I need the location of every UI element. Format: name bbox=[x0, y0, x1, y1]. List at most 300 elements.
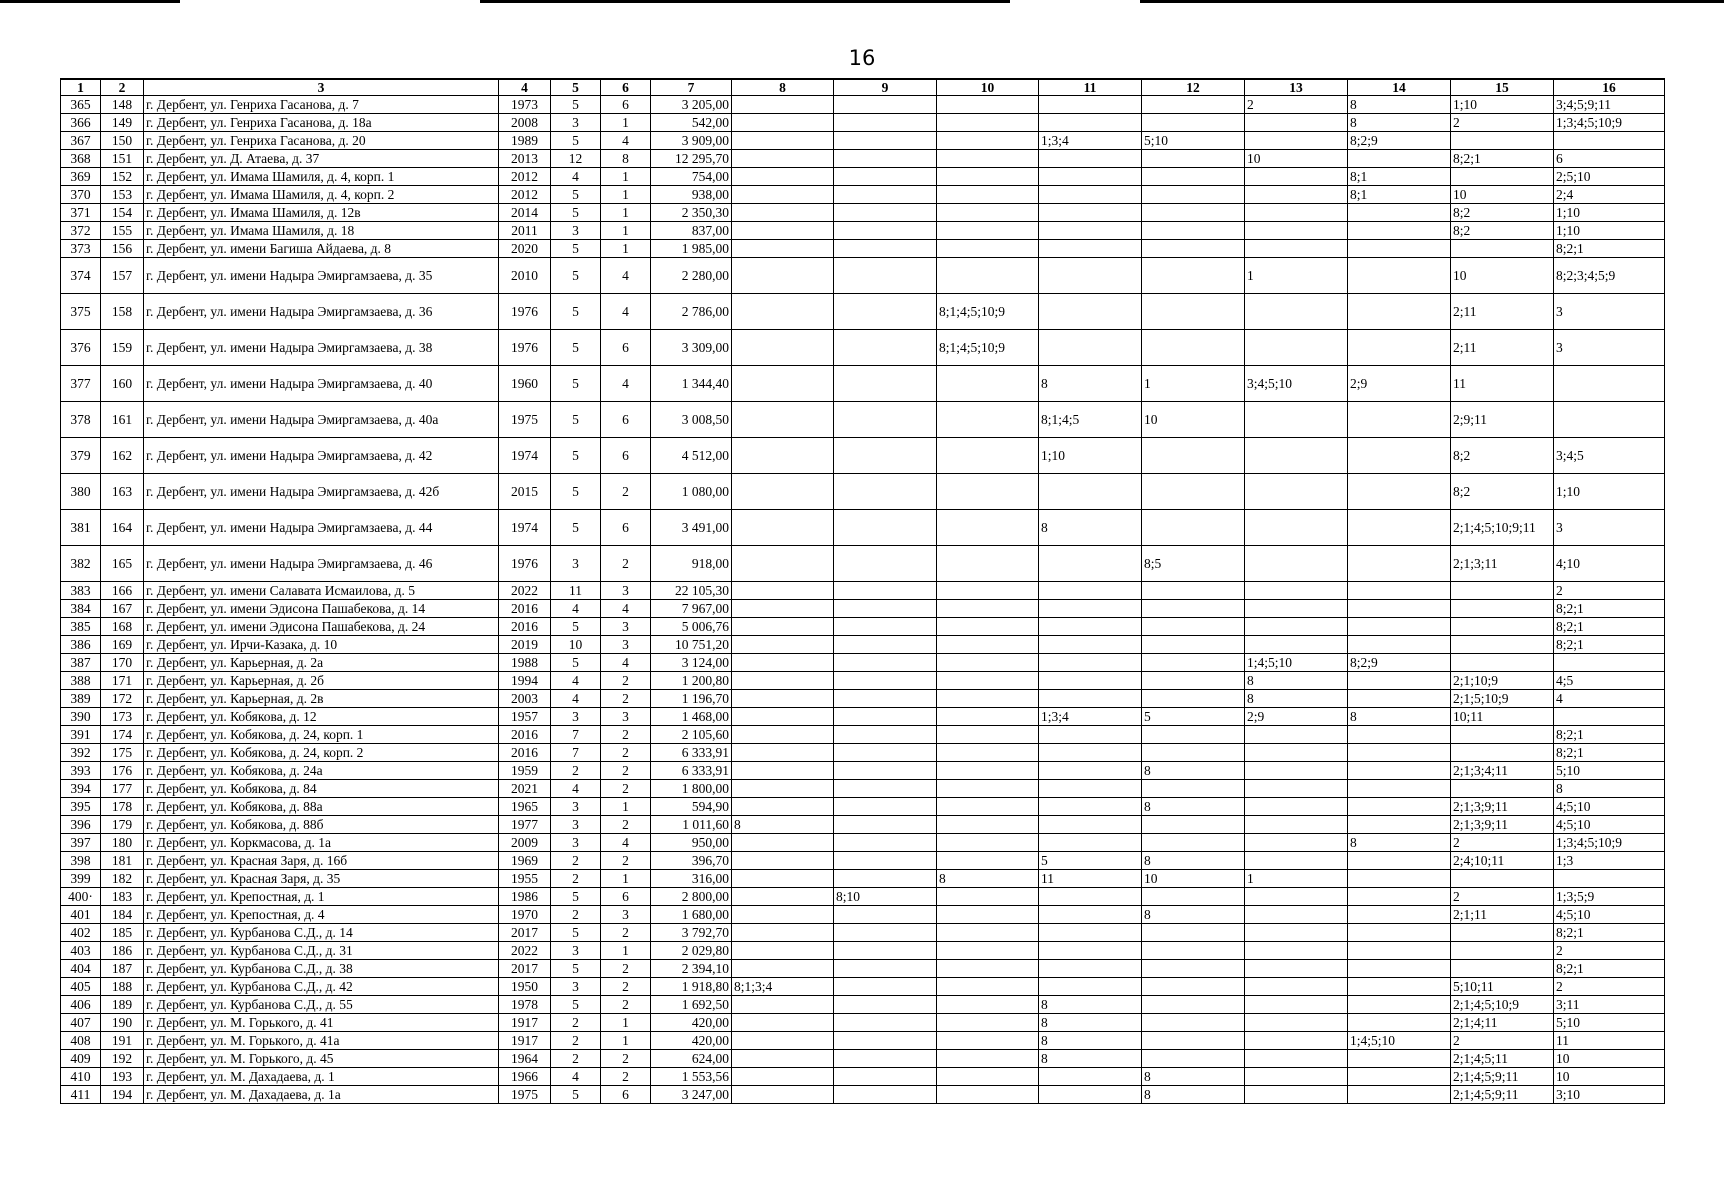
column-header-7: 7 bbox=[651, 79, 732, 96]
row-number-cell: 399 bbox=[61, 870, 101, 888]
col-10-cell bbox=[937, 780, 1039, 798]
col-10-cell bbox=[937, 258, 1039, 294]
col-14-cell bbox=[1348, 852, 1451, 870]
col-12-cell bbox=[1142, 888, 1245, 906]
floors-cell: 5 bbox=[551, 438, 601, 474]
address-cell: г. Дербент, ул. Генриха Гасанова, д. 7 bbox=[144, 96, 499, 114]
col-9-cell bbox=[834, 186, 937, 204]
col-14-cell bbox=[1348, 222, 1451, 240]
col-14-cell bbox=[1348, 816, 1451, 834]
col-15-cell: 2;1;10;9 bbox=[1451, 672, 1554, 690]
floors-cell: 2 bbox=[551, 762, 601, 780]
col-8-cell bbox=[732, 924, 834, 942]
col-9-cell bbox=[834, 330, 937, 366]
row-number-cell: 411 bbox=[61, 1086, 101, 1104]
col-11-cell bbox=[1039, 942, 1142, 960]
col-11-cell: 5 bbox=[1039, 852, 1142, 870]
entrances-cell: 1 bbox=[601, 942, 651, 960]
item-number-cell: 157 bbox=[101, 258, 144, 294]
address-cell: г. Дербент, ул. Карьерная, д. 2в bbox=[144, 690, 499, 708]
year-built-cell: 2011 bbox=[499, 222, 551, 240]
area-cell: 6 333,91 bbox=[651, 744, 732, 762]
col-15-cell bbox=[1451, 870, 1554, 888]
col-13-cell: 8 bbox=[1245, 690, 1348, 708]
col-16-cell: 1;10 bbox=[1554, 222, 1665, 240]
col-9-cell bbox=[834, 780, 937, 798]
col-11-cell bbox=[1039, 240, 1142, 258]
area-cell: 1 800,00 bbox=[651, 780, 732, 798]
entrances-cell: 2 bbox=[601, 726, 651, 744]
entrances-cell: 1 bbox=[601, 798, 651, 816]
col-9-cell bbox=[834, 762, 937, 780]
address-cell: г. Дербент, ул. Курбанова С.Д., д. 38 bbox=[144, 960, 499, 978]
col-10-cell bbox=[937, 1014, 1039, 1032]
col-16-cell: 4;10 bbox=[1554, 546, 1665, 582]
col-10-cell bbox=[937, 726, 1039, 744]
col-13-cell bbox=[1245, 924, 1348, 942]
item-number-cell: 166 bbox=[101, 582, 144, 600]
row-number-cell: 405 bbox=[61, 978, 101, 996]
col-13-cell bbox=[1245, 906, 1348, 924]
item-number-cell: 184 bbox=[101, 906, 144, 924]
col-8-cell bbox=[732, 852, 834, 870]
col-10-cell bbox=[937, 438, 1039, 474]
col-16-cell: 1;3 bbox=[1554, 852, 1665, 870]
row-number-cell: 400· bbox=[61, 888, 101, 906]
col-10-cell bbox=[937, 690, 1039, 708]
col-8-cell bbox=[732, 1086, 834, 1104]
item-number-cell: 149 bbox=[101, 114, 144, 132]
row-number-cell: 384 bbox=[61, 600, 101, 618]
floors-cell: 7 bbox=[551, 726, 601, 744]
table-row bbox=[61, 978, 1665, 996]
col-9-cell bbox=[834, 870, 937, 888]
col-10-cell bbox=[937, 618, 1039, 636]
col-14-cell bbox=[1348, 780, 1451, 798]
col-12-cell bbox=[1142, 942, 1245, 960]
column-header-3: 3 bbox=[144, 79, 499, 96]
col-16-cell: 8;2;1 bbox=[1554, 618, 1665, 636]
row-number-cell: 409 bbox=[61, 1050, 101, 1068]
col-15-cell: 8;2 bbox=[1451, 438, 1554, 474]
floors-cell: 5 bbox=[551, 330, 601, 366]
col-11-cell bbox=[1039, 924, 1142, 942]
table-row bbox=[61, 690, 1665, 708]
year-built-cell: 1994 bbox=[499, 672, 551, 690]
item-number-cell: 177 bbox=[101, 780, 144, 798]
row-number-cell: 369 bbox=[61, 168, 101, 186]
col-14-cell bbox=[1348, 204, 1451, 222]
item-number-cell: 162 bbox=[101, 438, 144, 474]
col-8-cell bbox=[732, 330, 834, 366]
item-number-cell: 185 bbox=[101, 924, 144, 942]
col-16-cell: 2;5;10 bbox=[1554, 168, 1665, 186]
item-number-cell: 181 bbox=[101, 852, 144, 870]
col-16-cell: 10 bbox=[1554, 1068, 1665, 1086]
col-8-cell bbox=[732, 132, 834, 150]
area-cell: 2 280,00 bbox=[651, 258, 732, 294]
col-11-cell: 8 bbox=[1039, 1032, 1142, 1050]
col-16-cell: 2 bbox=[1554, 582, 1665, 600]
col-15-cell bbox=[1451, 780, 1554, 798]
entrances-cell: 2 bbox=[601, 924, 651, 942]
col-15-cell: 10 bbox=[1451, 258, 1554, 294]
floors-cell: 3 bbox=[551, 798, 601, 816]
col-10-cell bbox=[937, 546, 1039, 582]
entrances-cell: 6 bbox=[601, 510, 651, 546]
area-cell: 1 200,80 bbox=[651, 672, 732, 690]
address-cell: г. Дербент, ул. имени Надыра Эмиргамзаева, д. 42б bbox=[144, 474, 499, 510]
col-12-cell: 10 bbox=[1142, 870, 1245, 888]
col-8-cell bbox=[732, 708, 834, 726]
col-13-cell bbox=[1245, 402, 1348, 438]
col-16-cell: 3 bbox=[1554, 294, 1665, 330]
floors-cell: 3 bbox=[551, 708, 601, 726]
year-built-cell: 2014 bbox=[499, 204, 551, 222]
table-row bbox=[61, 600, 1665, 618]
col-11-cell bbox=[1039, 906, 1142, 924]
year-built-cell: 1917 bbox=[499, 1032, 551, 1050]
col-11-cell: 8 bbox=[1039, 1050, 1142, 1068]
col-12-cell bbox=[1142, 510, 1245, 546]
col-9-cell bbox=[834, 906, 937, 924]
col-15-cell bbox=[1451, 726, 1554, 744]
area-cell: 5 006,76 bbox=[651, 618, 732, 636]
col-11-cell bbox=[1039, 474, 1142, 510]
col-11-cell: 1;10 bbox=[1039, 438, 1142, 474]
table-row bbox=[61, 1032, 1665, 1050]
col-9-cell bbox=[834, 168, 937, 186]
entrances-cell: 1 bbox=[601, 222, 651, 240]
address-cell: г. Дербент, ул. Кобякова, д. 88а bbox=[144, 798, 499, 816]
col-16-cell: 6 bbox=[1554, 150, 1665, 168]
col-14-cell bbox=[1348, 438, 1451, 474]
col-14-cell bbox=[1348, 240, 1451, 258]
item-number-cell: 194 bbox=[101, 1086, 144, 1104]
area-cell: 938,00 bbox=[651, 186, 732, 204]
col-10-cell bbox=[937, 168, 1039, 186]
item-number-cell: 180 bbox=[101, 834, 144, 852]
col-13-cell bbox=[1245, 780, 1348, 798]
col-9-cell bbox=[834, 204, 937, 222]
area-cell: 3 309,00 bbox=[651, 330, 732, 366]
item-number-cell: 171 bbox=[101, 672, 144, 690]
col-11-cell: 8 bbox=[1039, 1014, 1142, 1032]
table-row bbox=[61, 906, 1665, 924]
col-14-cell: 8 bbox=[1348, 96, 1451, 114]
col-16-cell: 1;3;4;5;10;9 bbox=[1554, 114, 1665, 132]
col-10-cell bbox=[937, 96, 1039, 114]
col-16-cell bbox=[1554, 132, 1665, 150]
col-11-cell bbox=[1039, 762, 1142, 780]
area-cell: 2 394,10 bbox=[651, 960, 732, 978]
col-10-cell: 8;1;4;5;10;9 bbox=[937, 330, 1039, 366]
row-number-cell: 398 bbox=[61, 852, 101, 870]
col-9-cell bbox=[834, 150, 937, 168]
col-16-cell: 1;3;5;9 bbox=[1554, 888, 1665, 906]
col-14-cell bbox=[1348, 474, 1451, 510]
floors-cell: 3 bbox=[551, 546, 601, 582]
col-10-cell bbox=[937, 978, 1039, 996]
col-15-cell: 2;1;11 bbox=[1451, 906, 1554, 924]
table-row bbox=[61, 1050, 1665, 1068]
col-13-cell bbox=[1245, 1014, 1348, 1032]
col-8-cell bbox=[732, 204, 834, 222]
col-16-cell: 3 bbox=[1554, 330, 1665, 366]
col-11-cell bbox=[1039, 636, 1142, 654]
row-number-cell: 389 bbox=[61, 690, 101, 708]
item-number-cell: 179 bbox=[101, 816, 144, 834]
floors-cell: 5 bbox=[551, 618, 601, 636]
col-15-cell: 2;11 bbox=[1451, 330, 1554, 366]
item-number-cell: 186 bbox=[101, 942, 144, 960]
col-8-cell bbox=[732, 906, 834, 924]
year-built-cell: 2020 bbox=[499, 240, 551, 258]
year-built-cell: 2022 bbox=[499, 582, 551, 600]
col-9-cell bbox=[834, 240, 937, 258]
col-10-cell bbox=[937, 672, 1039, 690]
address-cell: г. Дербент, ул. имени Эдисона Пашабекова, д. 14 bbox=[144, 600, 499, 618]
col-12-cell: 10 bbox=[1142, 402, 1245, 438]
col-15-cell: 2;9;11 bbox=[1451, 402, 1554, 438]
col-16-cell: 4;5;10 bbox=[1554, 798, 1665, 816]
col-12-cell bbox=[1142, 618, 1245, 636]
col-16-cell: 8;2;1 bbox=[1554, 240, 1665, 258]
col-8-cell bbox=[732, 546, 834, 582]
area-cell: 420,00 bbox=[651, 1032, 732, 1050]
floors-cell: 5 bbox=[551, 654, 601, 672]
entrances-cell: 4 bbox=[601, 834, 651, 852]
col-16-cell: 4;5;10 bbox=[1554, 906, 1665, 924]
col-13-cell bbox=[1245, 726, 1348, 744]
table-row bbox=[61, 708, 1665, 726]
col-13-cell bbox=[1245, 114, 1348, 132]
floors-cell: 2 bbox=[551, 1032, 601, 1050]
year-built-cell: 1976 bbox=[499, 546, 551, 582]
col-10-cell bbox=[937, 960, 1039, 978]
item-number-cell: 161 bbox=[101, 402, 144, 438]
table-row bbox=[61, 96, 1665, 114]
col-10-cell: 8 bbox=[937, 870, 1039, 888]
col-12-cell: 8 bbox=[1142, 852, 1245, 870]
item-number-cell: 183 bbox=[101, 888, 144, 906]
col-11-cell bbox=[1039, 186, 1142, 204]
year-built-cell: 1989 bbox=[499, 132, 551, 150]
col-14-cell bbox=[1348, 600, 1451, 618]
address-cell: г. Дербент, ул. Крепостная, д. 4 bbox=[144, 906, 499, 924]
col-10-cell bbox=[937, 888, 1039, 906]
col-9-cell bbox=[834, 96, 937, 114]
column-header-10: 10 bbox=[937, 79, 1039, 96]
area-cell: 918,00 bbox=[651, 546, 732, 582]
item-number-cell: 159 bbox=[101, 330, 144, 366]
area-cell: 10 751,20 bbox=[651, 636, 732, 654]
item-number-cell: 172 bbox=[101, 690, 144, 708]
table-row bbox=[61, 168, 1665, 186]
year-built-cell: 1955 bbox=[499, 870, 551, 888]
item-number-cell: 182 bbox=[101, 870, 144, 888]
col-11-cell bbox=[1039, 1086, 1142, 1104]
table-row bbox=[61, 330, 1665, 366]
table-row bbox=[61, 150, 1665, 168]
col-9-cell bbox=[834, 222, 937, 240]
col-13-cell bbox=[1245, 204, 1348, 222]
col-9-cell bbox=[834, 114, 937, 132]
table-row bbox=[61, 1014, 1665, 1032]
floors-cell: 5 bbox=[551, 888, 601, 906]
col-16-cell: 8;2;1 bbox=[1554, 744, 1665, 762]
col-13-cell bbox=[1245, 510, 1348, 546]
col-16-cell: 4;5;10 bbox=[1554, 816, 1665, 834]
address-cell: г. Дербент, ул. Кобякова, д. 24, корп. 2 bbox=[144, 744, 499, 762]
col-12-cell: 5 bbox=[1142, 708, 1245, 726]
col-10-cell bbox=[937, 762, 1039, 780]
col-16-cell: 5;10 bbox=[1554, 762, 1665, 780]
col-10-cell bbox=[937, 744, 1039, 762]
address-cell: г. Дербент, ул. Кобякова, д. 12 bbox=[144, 708, 499, 726]
area-cell: 7 967,00 bbox=[651, 600, 732, 618]
col-11-cell bbox=[1039, 204, 1142, 222]
col-8-cell bbox=[732, 780, 834, 798]
table-row bbox=[61, 402, 1665, 438]
col-13-cell bbox=[1245, 222, 1348, 240]
table-row bbox=[61, 186, 1665, 204]
col-11-cell bbox=[1039, 546, 1142, 582]
column-header-15: 15 bbox=[1451, 79, 1554, 96]
col-16-cell: 4;5 bbox=[1554, 672, 1665, 690]
table-row bbox=[61, 654, 1665, 672]
year-built-cell: 2021 bbox=[499, 780, 551, 798]
address-cell: г. Дербент, ул. Кобякова, д. 24, корп. 1 bbox=[144, 726, 499, 744]
col-11-cell bbox=[1039, 330, 1142, 366]
col-14-cell bbox=[1348, 618, 1451, 636]
address-cell: г. Дербент, ул. Генриха Гасанова, д. 20 bbox=[144, 132, 499, 150]
year-built-cell: 1917 bbox=[499, 1014, 551, 1032]
col-16-cell bbox=[1554, 366, 1665, 402]
col-15-cell: 8;2 bbox=[1451, 222, 1554, 240]
floors-cell: 4 bbox=[551, 600, 601, 618]
col-9-cell bbox=[834, 960, 937, 978]
year-built-cell: 2016 bbox=[499, 726, 551, 744]
col-13-cell bbox=[1245, 474, 1348, 510]
col-15-cell: 8;2 bbox=[1451, 204, 1554, 222]
floors-cell: 10 bbox=[551, 636, 601, 654]
floors-cell: 5 bbox=[551, 366, 601, 402]
entrances-cell: 1 bbox=[601, 1014, 651, 1032]
col-11-cell: 8 bbox=[1039, 366, 1142, 402]
col-14-cell bbox=[1348, 1014, 1451, 1032]
column-header-11: 11 bbox=[1039, 79, 1142, 96]
floors-cell: 2 bbox=[551, 870, 601, 888]
col-8-cell bbox=[732, 636, 834, 654]
year-built-cell: 1977 bbox=[499, 816, 551, 834]
col-8-cell bbox=[732, 1068, 834, 1086]
row-number-cell: 401 bbox=[61, 906, 101, 924]
area-cell: 396,70 bbox=[651, 852, 732, 870]
col-8-cell bbox=[732, 1014, 834, 1032]
col-12-cell bbox=[1142, 222, 1245, 240]
item-number-cell: 152 bbox=[101, 168, 144, 186]
col-14-cell bbox=[1348, 978, 1451, 996]
row-number-cell: 388 bbox=[61, 672, 101, 690]
entrances-cell: 6 bbox=[601, 96, 651, 114]
register-table bbox=[60, 78, 1665, 1104]
col-12-cell bbox=[1142, 114, 1245, 132]
col-13-cell bbox=[1245, 240, 1348, 258]
entrances-cell: 2 bbox=[601, 762, 651, 780]
area-cell: 3 792,70 bbox=[651, 924, 732, 942]
item-number-cell: 164 bbox=[101, 510, 144, 546]
row-number-cell: 374 bbox=[61, 258, 101, 294]
area-cell: 12 295,70 bbox=[651, 150, 732, 168]
col-14-cell bbox=[1348, 402, 1451, 438]
col-15-cell: 2;1;4;5;11 bbox=[1451, 1050, 1554, 1068]
col-8-cell bbox=[732, 600, 834, 618]
col-11-cell bbox=[1039, 1068, 1142, 1086]
year-built-cell: 2009 bbox=[499, 834, 551, 852]
year-built-cell: 1957 bbox=[499, 708, 551, 726]
col-8-cell bbox=[732, 1050, 834, 1068]
col-11-cell bbox=[1039, 222, 1142, 240]
col-10-cell bbox=[937, 816, 1039, 834]
address-cell: г. Дербент, ул. Кобякова, д. 24а bbox=[144, 762, 499, 780]
col-14-cell: 1;4;5;10 bbox=[1348, 1032, 1451, 1050]
address-cell: г. Дербент, ул. Курбанова С.Д., д. 55 bbox=[144, 996, 499, 1014]
column-header-9: 9 bbox=[834, 79, 937, 96]
col-15-cell: 2;1;4;5;10;9 bbox=[1451, 996, 1554, 1014]
col-14-cell bbox=[1348, 726, 1451, 744]
col-8-cell bbox=[732, 168, 834, 186]
col-14-cell bbox=[1348, 996, 1451, 1014]
table-row bbox=[61, 816, 1665, 834]
col-13-cell: 1 bbox=[1245, 258, 1348, 294]
table-row bbox=[61, 942, 1665, 960]
col-9-cell bbox=[834, 654, 937, 672]
table-row bbox=[61, 888, 1665, 906]
col-12-cell bbox=[1142, 1032, 1245, 1050]
table-row bbox=[61, 834, 1665, 852]
entrances-cell: 3 bbox=[601, 582, 651, 600]
col-9-cell bbox=[834, 582, 937, 600]
year-built-cell: 1976 bbox=[499, 294, 551, 330]
area-cell: 1 011,60 bbox=[651, 816, 732, 834]
column-header-14: 14 bbox=[1348, 79, 1451, 96]
floors-cell: 4 bbox=[551, 168, 601, 186]
col-15-cell bbox=[1451, 618, 1554, 636]
col-16-cell: 3 bbox=[1554, 510, 1665, 546]
col-11-cell: 8 bbox=[1039, 996, 1142, 1014]
col-8-cell bbox=[732, 96, 834, 114]
col-15-cell bbox=[1451, 240, 1554, 258]
entrances-cell: 4 bbox=[601, 600, 651, 618]
col-10-cell bbox=[937, 150, 1039, 168]
col-8-cell bbox=[732, 438, 834, 474]
year-built-cell: 2012 bbox=[499, 168, 551, 186]
col-11-cell bbox=[1039, 618, 1142, 636]
col-16-cell: 3;11 bbox=[1554, 996, 1665, 1014]
row-number-cell: 387 bbox=[61, 654, 101, 672]
address-cell: г. Дербент, ул. имени Надыра Эмиргамзаева, д. 36 bbox=[144, 294, 499, 330]
col-10-cell bbox=[937, 834, 1039, 852]
col-8-cell: 8 bbox=[732, 816, 834, 834]
item-number-cell: 167 bbox=[101, 600, 144, 618]
entrances-cell: 3 bbox=[601, 708, 651, 726]
col-9-cell bbox=[834, 996, 937, 1014]
col-10-cell bbox=[937, 1032, 1039, 1050]
col-9-cell bbox=[834, 258, 937, 294]
year-built-cell: 2017 bbox=[499, 960, 551, 978]
col-8-cell bbox=[732, 870, 834, 888]
